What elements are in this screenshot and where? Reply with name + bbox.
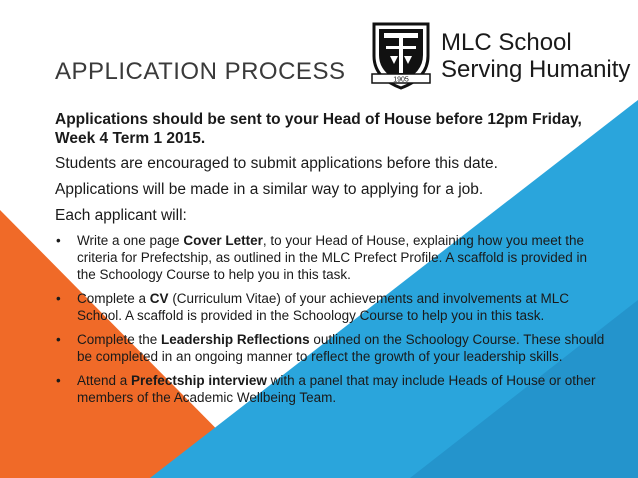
paragraph-encourage: Students are encouraged to submit applications before this date. (55, 155, 498, 172)
requirements-list (55, 232, 615, 406)
list-item (55, 372, 607, 406)
list-item (55, 290, 607, 324)
bullet-icon: • (56, 233, 61, 248)
bullet-icon: • (56, 373, 61, 388)
crest-year: 1905 (393, 76, 409, 84)
bullet-bold-text: Leadership Reflections (161, 332, 310, 347)
paragraph-similar: Applications will be made in a similar way to applying for a job. (55, 181, 484, 198)
list-item (55, 331, 607, 365)
bullet-text: Write a one page (77, 233, 184, 248)
slide-content (55, 110, 615, 413)
bullet-text: outlined on the Schoology Course. These should be completed in an ongoing manner to reflect the growth of your leadership skills. (77, 332, 605, 364)
bullet-text: , to your Head of House, explaining how you meet the criteria for Prefectship, as outlined in the MLC Prefect Profile. A scaffold is provided in the Schoology Course to help you in this task. (77, 233, 588, 282)
bullet-text: (Curriculum Vitae) of your achievements and involvements at MLC School. A scaffold is provided in the Schoology Course to help you in this task. (77, 291, 569, 323)
brand-block (441, 29, 630, 83)
bullet-text: Complete the (77, 332, 162, 347)
paragraph-applicant: Each applicant will: (55, 207, 187, 224)
brand-name: MLC School (441, 29, 572, 56)
bullet-bold-text: Cover Letter (183, 233, 263, 248)
bullet-text: Attend a (77, 373, 132, 388)
bullet-icon: • (56, 332, 61, 347)
lead-paragraph: Applications should be sent to your Head of House before 12pm Friday, Week 4 Term 1 2015. (55, 111, 582, 147)
brand-motto: Serving Humanity (441, 56, 631, 83)
bullet-bold-text: Prefectship interview (131, 373, 267, 388)
bullet-text: Complete a (77, 291, 150, 306)
slide-title: APPLICATION PROCESS (55, 58, 346, 85)
bullet-bold-text: CV (149, 291, 169, 306)
bullet-icon: • (56, 291, 61, 306)
school-crest-icon (370, 20, 432, 92)
bullet-text: with a panel that may include Heads of House or other members of the Academic Wellbeing Team. (77, 373, 596, 405)
list-item (55, 232, 607, 283)
